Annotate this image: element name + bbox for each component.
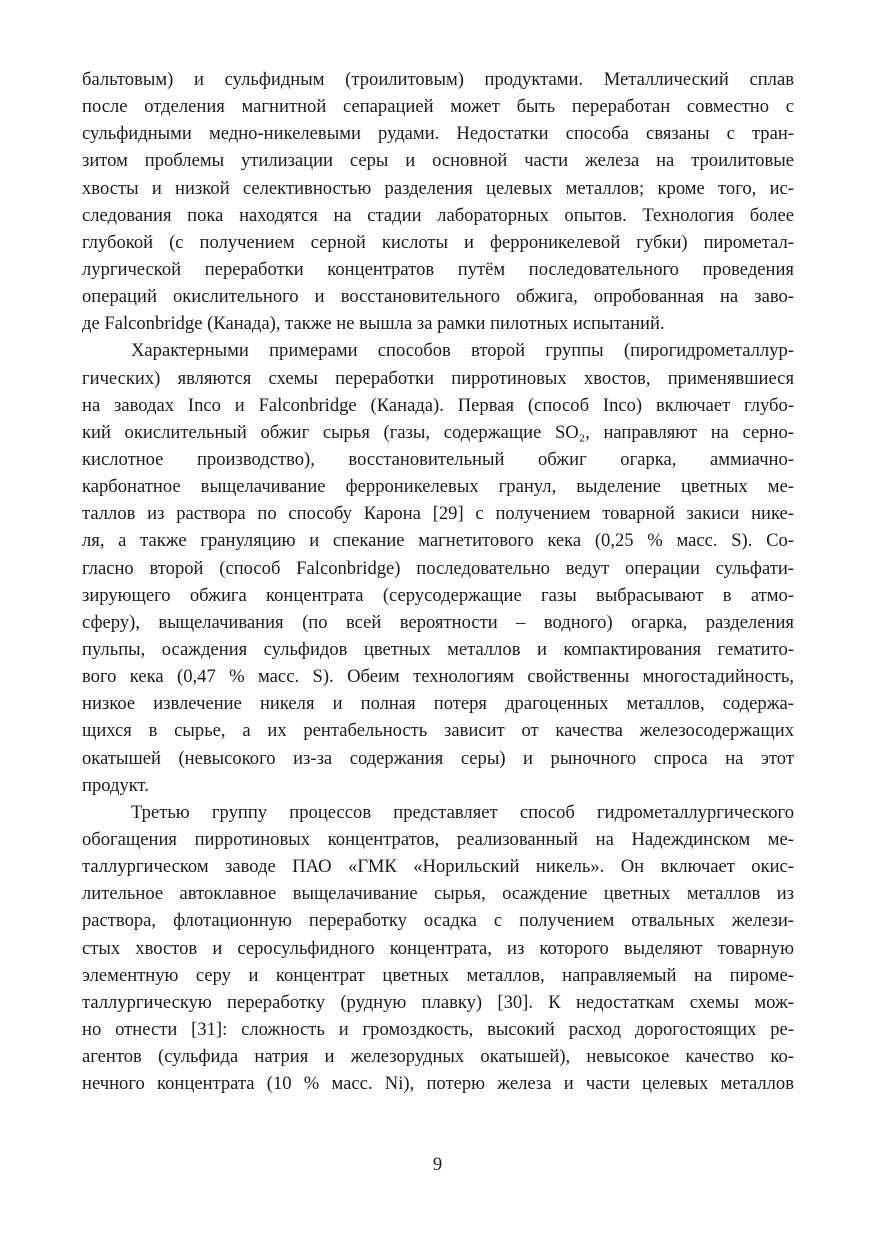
paragraph-2 xyxy=(82,337,794,798)
text-line: сульфидными медно-никелевыми рудами. Недостатки способа связаны с тран- xyxy=(82,123,794,145)
text-line: стых хвостов и серосульфидного концентрата, из которого выделяют товарную xyxy=(82,937,794,959)
text-line: после отделения магнитной сепарацией может быть переработан совместно с xyxy=(82,96,794,118)
text-line: сферу), выщелачивания (по всей вероятности – водного) огарка, разделения xyxy=(82,611,794,633)
paragraph-1 xyxy=(82,66,794,337)
text-line: гических) являются схемы переработки пирротиновых хвостов, применявшиеся xyxy=(82,367,794,389)
text-line: операций окислительного и восстановительного обжига, опробованная на заво- xyxy=(82,286,794,308)
text-line: на заводах Inco и Falconbridge (Канада). Первая (способ Inco) включает глубо- xyxy=(82,394,794,416)
text-line: продукт. xyxy=(82,774,149,796)
text-line: таллов из раствора по способу Карона [29] с получением товарной закиси нике- xyxy=(82,503,794,525)
paragraph-3 xyxy=(82,799,794,1098)
text-line: хвосты и низкой селективностью разделения целевых металлов; кроме того, ис- xyxy=(82,177,794,199)
text-line: обогащения пирротиновых концентратов, реализованный на Надеждинском ме- xyxy=(82,828,794,850)
text-line: пульпы, осаждения сульфидов цветных металлов и компактирования гематито- xyxy=(82,638,794,660)
text-line: глубокой (с получением серной кислоты и ферроникелевой губки) пирометал- xyxy=(82,231,794,253)
text-line: следования пока находятся на стадии лабораторных опытов. Технология более xyxy=(82,204,794,226)
text-line: низкое извлечение никеля и полная потеря драгоценных металлов, содержа- xyxy=(82,693,794,715)
text-line: но отнести [31]: сложность и громоздкость, высокий расход дорогостоящих ре- xyxy=(82,1018,794,1040)
text-line: карбонатное выщелачивание ферроникелевых гранул, выделение цветных ме- xyxy=(82,476,794,498)
text-line: окатышей (невысокого из-за содержания серы) и рыночного спроса на этот xyxy=(82,747,794,769)
text-line: элементную серу и концентрат цветных металлов, направляемый на пироме- xyxy=(82,964,794,986)
text-line: зитом проблемы утилизации серы и основной части железа на троилитовые xyxy=(82,150,794,172)
body-text xyxy=(82,66,794,1097)
text-line: де Falconbridge (Канада), также не вышла за рамки пилотных испытаний. xyxy=(82,313,665,335)
text-line: агентов (сульфида натрия и железорудных окатышей), невысокое качество ко- xyxy=(82,1046,794,1068)
text-line: зирующего обжига концентрата (серусодержащие газы выбрасывают в атмо- xyxy=(82,584,794,606)
text-line: раствора, флотационную переработку осадка с получением отвальных желези- xyxy=(82,910,794,932)
text-line: щихся в сырье, а их рентабельность зависит от качества железосодержащих xyxy=(82,720,794,742)
page-number: 9 xyxy=(432,1154,443,1175)
text-line: Третью группу процессов представляет способ гидрометаллургического xyxy=(131,801,794,823)
text-line: нечного концентрата (10 % масс. Ni), потерю железа и части целевых металлов xyxy=(82,1073,794,1095)
text-line: лургической переработки концентратов путём последовательного проведения xyxy=(82,258,794,280)
text-line: лительное автоклавное выщелачивание сырья, осаждение цветных металлов из xyxy=(82,883,794,905)
text-line: гласно второй (способ Falconbridge) последовательно ведут операции сульфати- xyxy=(82,557,794,579)
text-line: таллургическую переработку (рудную плавку) [30]. К недостаткам схемы мож- xyxy=(82,991,794,1013)
text-line: ля, а также грануляцию и спекание магнетитового кека (0,25 % масс. S). Со- xyxy=(82,530,794,552)
text-line: кислотное производство), восстановительный обжиг огарка, аммиачно- xyxy=(82,448,794,470)
text-line: бальтовым) и сульфидным (троилитовым) продуктами. Металлический сплав xyxy=(82,69,794,90)
text-line: кий окислительный обжиг сырья (газы, содержащие SO₂, направляют на серно- xyxy=(82,421,794,443)
text-line: вого кека (0,47 % масс. S). Обеим технологиям свойственны многостадийность, xyxy=(82,666,794,688)
text-line: Характерными примерами способов второй группы (пирогидрометаллур- xyxy=(131,340,794,362)
text-line: таллургическом заводе ПАО «ГМК «Норильский никель». Он включает окис- xyxy=(82,856,794,878)
